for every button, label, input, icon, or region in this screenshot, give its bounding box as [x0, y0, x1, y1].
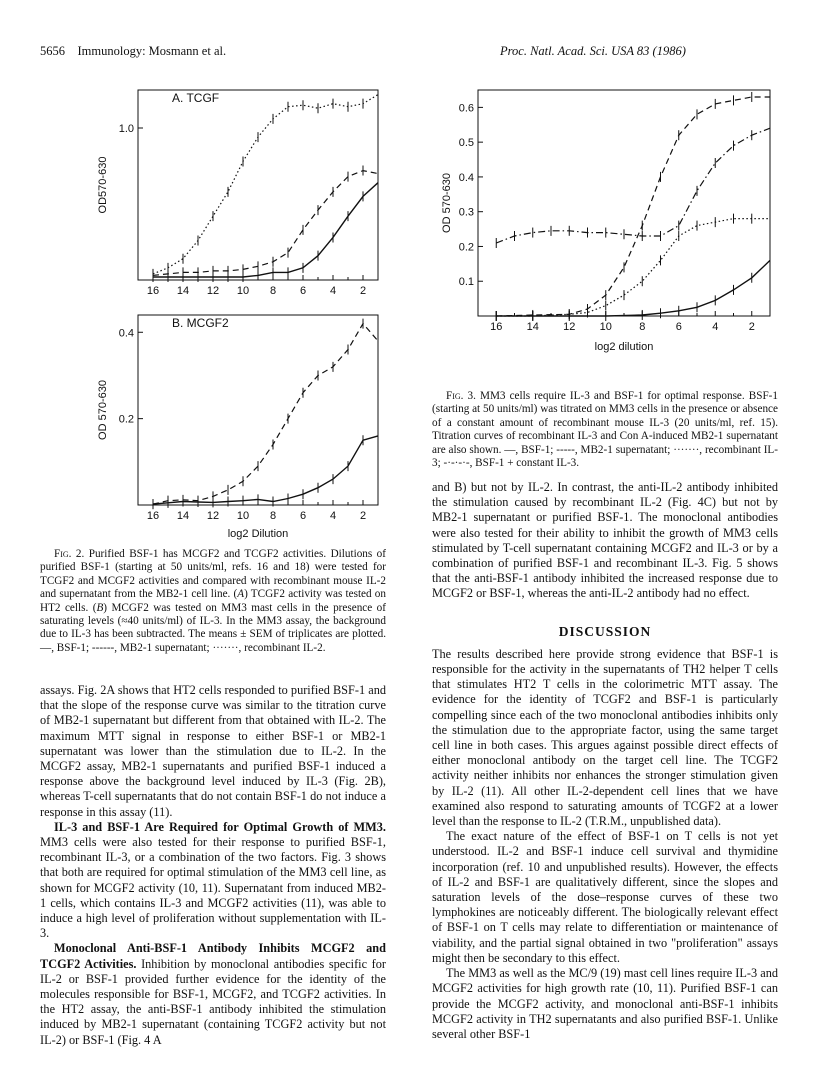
- x-tick-label: 2: [359, 510, 367, 522]
- paragraph: and B) but not by IL-2. In contrast, the anti-IL-2 antibody inhibited the stimulation caused by recombinant IL-2 (Fig. 4C) but not by MB2-1 supernatant or purified BSF-1. The monoclonal antibodies were also tested for their ability to inhibit the growth of MM3 cells stimulated by T-cell supernatant containing MCGF2 and IL-3 or by a combination of purified BSF-1 and recombinant IL-3. Fig. 5 shows that the anti-BSF-1 antibody inhibited the increased response due to MCGF2 or BSF-1, whereas the anti-IL-2 antibody had no effect.: [432, 480, 778, 601]
- y-axis-label: OD 570-630: [97, 380, 109, 440]
- x-tick-label: 12: [206, 510, 220, 522]
- caption-panel-a: A: [237, 588, 245, 601]
- figure-3: [440, 80, 780, 375]
- figure-2-caption: [40, 548, 386, 655]
- paragraph: Inhibition by monoclonal antibodies specific for IL-2 or BSF-1 provided further evidence for the identity of the molecules responsible for BSF-1, MCGF2, and TCGF2 activities. In the HT2 assay, the anti-BSF-1 antibody inhibited the stimulation induced by MB2-1 supernatant (containing TCGF2 activity but not IL-2) or BSF-1 (Fig. 4 A: [40, 956, 386, 1047]
- y-tick-label: 0.4: [118, 327, 134, 340]
- x-tick-label: 12: [206, 285, 220, 297]
- right-column-text: [432, 480, 778, 1042]
- x-tick-label: 8: [269, 510, 277, 522]
- series-line-dashed: [153, 171, 378, 276]
- x-tick-label: 6: [299, 510, 307, 522]
- x-tick-label: 4: [329, 285, 337, 297]
- x-tick-label: 16: [490, 321, 503, 333]
- y-tick-label: 1.0: [118, 123, 134, 135]
- figure-2a-plot: [88, 80, 388, 305]
- x-axis-label: log2 Dilution: [227, 528, 289, 540]
- paragraph: assays. Fig. 2A shows that HT2 cells responded to purified BSF-1 and that the slope of the response curve was similar to the titration curve of MB2-1 supernatant but different from that obtained with IL-2. The maximum MTT signal in response to either BSF-1 or MB2-1 supernatant was lower than the stimulation due to IL-2. In the MCGF2 assay, MB2-1 supernatants and purified BSF-1 induced a response above the background level induced by IL-3 (Fig. 2B), whereas T-cell supernatants that do not contain BSF-1 do not induce a response in this assay (11).: [40, 683, 386, 819]
- caption-label: Fig. 3.: [446, 390, 476, 402]
- y-tick-label: 0.3: [458, 206, 474, 219]
- x-tick-label: 6: [299, 285, 307, 297]
- x-tick-label: 16: [146, 285, 160, 297]
- left-column-text: [40, 683, 386, 1048]
- x-axis-label: log2 dilution: [594, 341, 654, 353]
- caption-text: ) TCGF2 activity was tested on HT2 cells. (: [40, 588, 386, 614]
- x-tick-label: 2: [359, 285, 367, 297]
- series-line-dashdot: [496, 128, 770, 243]
- x-tick-label: 12: [563, 321, 576, 333]
- caption-text: MM3 cells require IL-3 and BSF-1 for optimal response. BSF-1 (starting at 50 units/ml) was titrated on MM3 cells in the presence or absence of a constant amount of recombinant mouse IL-3 (20 units/ml, ref. 15). Titration curves of recombinant IL-3 and Con A-induced MB2-1 supernatant are also shown. —, BSF-1; -----, MB2-1 supernatant; ·······, recombinant IL-3; -·-·-·-, BSF-1 + constant IL-3.: [432, 390, 778, 470]
- x-tick-label: 2: [748, 321, 755, 333]
- x-tick-label: 14: [176, 285, 190, 297]
- caption-text: ) MCGF2 was tested on MM3 mast cells in the presence of saturating levels (≈40 units/ml) of IL-3. In the MM3 assay, the background due to IL-3 has been subtracted. The means ± SEM of triplicates are plotted. —, BSF-1; ------, MB2-1 supernatant; ·······, recombinant IL-2.: [40, 601, 386, 654]
- subheading: IL-3 and BSF-1 Are Required for Optimal Growth of MM3.: [54, 819, 386, 834]
- subheading: Monoclonal Anti-BSF-1 Antibody Inhibits MCGF2 and TCGF2 Activities.: [40, 941, 386, 971]
- series-line-solid: [496, 260, 770, 316]
- figure-2a: [88, 80, 388, 310]
- figure-3-caption: [432, 390, 778, 470]
- caption-panel-b: B: [96, 601, 104, 614]
- figure-2b: [88, 305, 388, 545]
- x-tick-label: 10: [236, 510, 250, 522]
- series-line-dashed: [153, 324, 378, 505]
- plot-frame: [138, 315, 378, 505]
- header-title-left: Immunology: Mosmann et al.: [77, 44, 227, 58]
- series-line-dotted: [496, 219, 770, 316]
- series-line-solid: [153, 183, 378, 277]
- discussion-heading: DISCUSSION: [558, 623, 652, 639]
- y-tick-label: 0.5: [458, 137, 474, 150]
- series-line-dotted: [153, 95, 378, 274]
- paragraph: The exact nature of the effect of BSF-1 on T cells is not yet understood. IL-2 and BSF-1 induce cell survival and thymidine incorporation (ref. 10 and unpublished results). However, the effects of IL-2 and BSF-1 are qualitatively different, since the slopes and saturation levels of the dose–response curves of these two lymphokines are noticeably different. The biologically relevant effect of BSF-1 on T cells may relate to differentiation or maintenance of viability, and the partial signal obtained in two "proliferation" assays might then be secondary to this effect.: [432, 829, 778, 965]
- series-line-solid: [153, 436, 378, 504]
- header-title-right: Proc. Natl. Acad. Sci. USA 83 (1986): [500, 44, 686, 58]
- paragraph: MM3 cells were also tested for their response to purified BSF-1, recombinant IL-3, or a combination of the two factors. Fig. 3 shows that both are required for optimal stimulation of the MM3 cell line, as shown for MCGF2 activity (10, 11). Supernatant from induced MB2-1 cells, which contains IL-3 and MCGF2 activities (11), was able to induce a high level of proliferation without supplementation with IL-3.: [40, 835, 386, 941]
- x-tick-label: 4: [329, 510, 337, 522]
- y-tick-label: 0.2: [458, 241, 474, 254]
- x-tick-label: 4: [712, 321, 719, 333]
- x-tick-label: 10: [236, 285, 250, 297]
- x-tick-label: 14: [176, 510, 190, 522]
- caption-label: Fig. 2.: [54, 548, 85, 560]
- x-tick-label: 8: [639, 321, 646, 333]
- x-tick-label: 16: [146, 510, 160, 522]
- y-tick-label: 0.4: [458, 171, 474, 184]
- panel-title: B. MCGF2: [172, 316, 229, 330]
- page-number: 5656: [40, 44, 65, 58]
- x-tick-label: 6: [675, 321, 682, 333]
- plot-frame: [478, 90, 770, 316]
- panel-title: A. TCGF: [172, 91, 220, 105]
- paragraph: The results described here provide strong evidence that BSF-1 is responsible for the activity in the supernatants of TH2 helper T cells that stimulates HT2 T cells in the colorimetric MTT assay. The evidence for the identity of TCGF2 and BSF-1 is particularly compelling since each of the two monoclonal antibodies inhibits only the stimulation due to the appropriate factor, using the same target cell line in both cases. This argues against possible direct effects of either monoclonal antibody on the target cell line. The TCGF2 activity neither inhibits nor enhances the stronger stimulation given by IL-2 (11). All other IL-2-dependent cell lines that we have examined also respond to saturating amounts of TCGF2 at a lower level than the response to IL-2 (T.R.M., unpublished data).: [432, 646, 778, 829]
- y-axis-label: OD570-630: [97, 156, 109, 214]
- y-tick-label: 0.1: [458, 276, 474, 289]
- x-tick-label: 8: [269, 285, 277, 297]
- x-tick-label: 14: [526, 321, 539, 333]
- figure-2b-plot: [88, 305, 388, 540]
- paragraph: The MM3 as well as the MC/9 (19) mast cell lines require IL-3 and MCGF2 activities for high growth rate (10, 11). Purified BSF-1 can provide the MCGF2 activity, and monoclonal anti-BSF-1 inhibits MCGF2 activity in TH2 supernatants and also purified BSF-1. Unlike several other BSF-1: [432, 966, 778, 1041]
- x-tick-label: 10: [599, 321, 612, 333]
- series-line-dashed: [496, 97, 770, 316]
- y-tick-label: 0.2: [118, 413, 134, 426]
- y-axis-label: OD 570-630: [441, 173, 453, 233]
- y-tick-label: 0.6: [458, 102, 474, 115]
- figure-3-plot: [440, 80, 780, 370]
- plot-frame: [138, 90, 378, 280]
- caption-text: Purified BSF-1 has MCGF2 and TCGF2 activities. Dilutions of purified BSF-1 (starting at 50 units/ml, refs. 16 and 18) were tested for TCGF2 and MCGF2 activities and compared with recombinant mouse IL-2 and supernatant from the MB2-1 cell line. (: [40, 548, 386, 601]
- running-header-left: [40, 44, 226, 59]
